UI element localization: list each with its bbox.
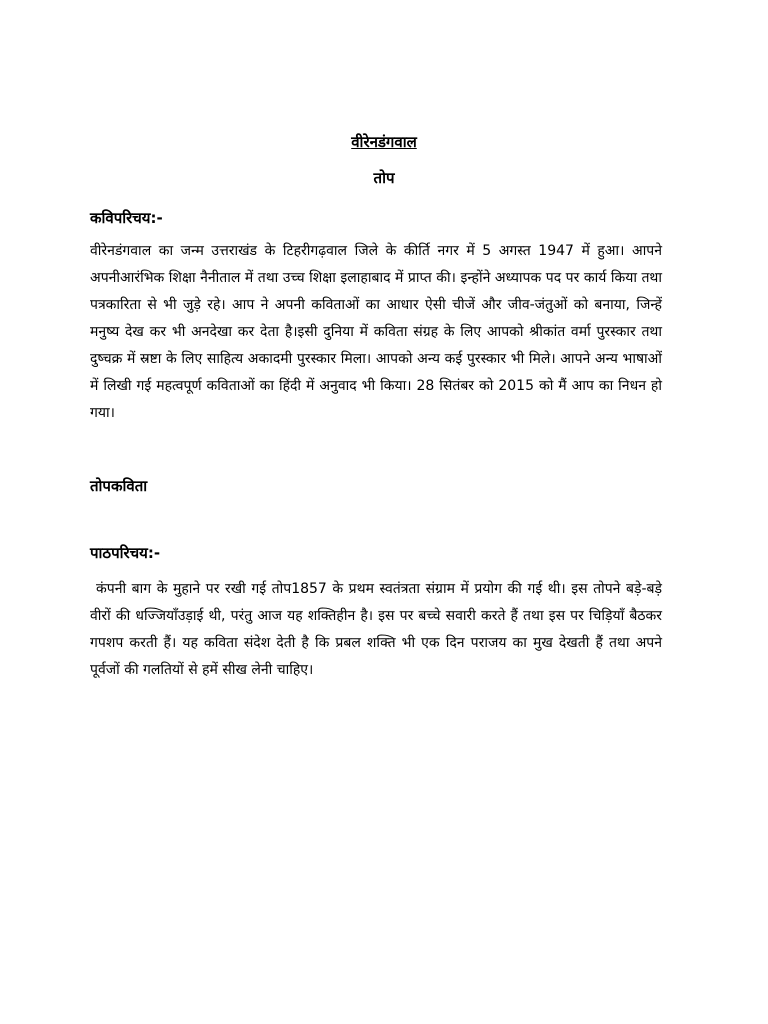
poet-intro-paragraph: वीरेनडंगवाल का जन्म उत्तराखंड के टिहरीगढ़वाल जिले के कीर्ति नगर में 5 अगस्त 1947 में हुआ। आपने अपनीआरंभिक शिक्षा नैनीताल में तथा उच्च शिक्षा इलाहाबाद में प्राप्त की। इन्होंने अध्यापक पद पर कार्य किया तथा पत्रकारिता से भी जुड़े रहे। आप ने अपनी कविताओं का आधार ऐसी चीजें और जीव-जंतुओं को बनाया, जिन्हें मनुष्य देख कर भी अनदेखा कर देता है।इसी दुनिया में कविता संग्रह के लिए आपको श्रीकांत वर्मा पुरस्कार तथा दुष्चक्र में स्रष्टा के लिए साहित्य अकादमी पुरस्कार मिला। आपको अन्य कई पुरस्कार भी मिले। आपने अन्य भाषाओं में लिखी गई महत्वपूर्ण कविताओं का हिंदी में अनुवाद भी किया। 28 सितंबर को 2015 को मैं आप का निधन हो गया।	[90, 243, 662, 421]
poet-intro-heading: कविपरिचय:-	[90, 209, 163, 227]
document-title: वीरेनडंगवाल	[351, 133, 417, 151]
poem-title: तोप	[373, 169, 395, 187]
poem-heading: तोपकविता	[90, 477, 148, 495]
lesson-intro-paragraph: कंपनी बाग के मुहाने पर रखी गई तोप1857 के प्रथम स्वतंत्रता संग्राम में प्रयोग की गई थी। इस तोपने बड़े-बड़े वीरों की धज्जियाँउड़ाई थी, परंतु आज यह शक्तिहीन है। इस पर बच्चे सवारी करते हैं तथा इस पर चिड़ियाँ बैठकर गपशप करती हैं। यह कविता संदेश देती है कि प्रबल शक्ति भी एक दिन पराजय का मुख देखती हैं तथा अपने पूर्वजों की गलतियों से हमें सीख लेनी चाहिए।	[90, 581, 662, 678]
lesson-intro-heading: पाठपरिचय:-	[90, 544, 161, 562]
